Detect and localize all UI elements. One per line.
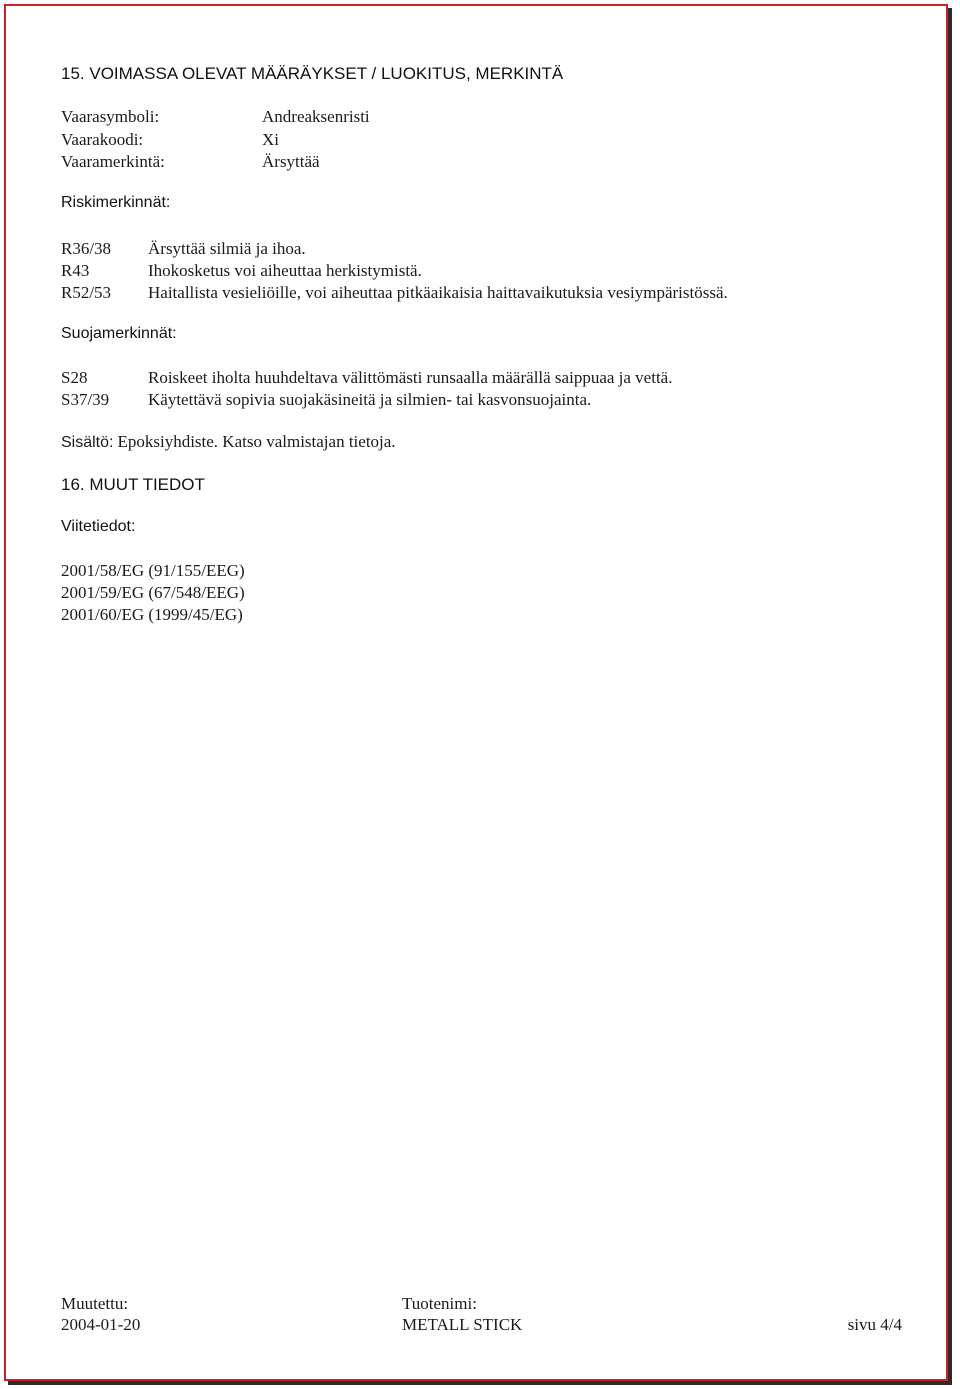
risk-text: Ärsyttää silmiä ja ihoa. xyxy=(148,239,306,258)
references-heading: Viitetiedot: xyxy=(61,518,136,535)
reference-item: 2001/58/EG (91/155/EEG) xyxy=(61,561,245,580)
hazard-mark-label: Vaaramerkintä: xyxy=(61,152,165,171)
safety-phrases-heading: Suojamerkinnät: xyxy=(61,325,177,342)
document-page xyxy=(4,4,948,1381)
footer-product-name: METALL STICK xyxy=(402,1315,523,1334)
risk-code: R52/53 xyxy=(61,283,112,302)
content-text: Epoksiyhdiste. Katso valmistajan tietoja. xyxy=(117,432,396,451)
safety-text: Roiskeet iholta huuhdeltava välittömästi runsaalla määrällä saippuaa ja vettä. xyxy=(148,368,673,387)
content-label: Sisältö: xyxy=(61,434,114,451)
safety-code: S37/39 xyxy=(61,390,110,409)
footer-product-label: Tuotenimi: xyxy=(402,1294,477,1313)
hazard-code-label: Vaarakoodi: xyxy=(61,130,144,149)
reference-item: 2001/60/EG (1999/45/EG) xyxy=(61,605,243,624)
risk-text: Haitallista vesieliöille, voi aiheuttaa pitkäaikaisia haittavaikutuksia vesiympäristössä. xyxy=(148,283,728,302)
footer-modified-label: Muutettu: xyxy=(61,1294,129,1313)
hazard-symbol-label: Vaarasymboli: xyxy=(61,107,160,126)
risk-phrases-heading: Riskimerkinnät: xyxy=(61,194,171,211)
reference-item: 2001/59/EG (67/548/EEG) xyxy=(61,583,245,602)
hazard-mark-value: Ärsyttää xyxy=(262,152,320,171)
safety-text: Käytettävä sopivia suojakäsineitä ja silmien- tai kasvonsuojainta. xyxy=(148,390,592,409)
hazard-symbol-value: Andreaksenristi xyxy=(262,107,370,126)
content-line xyxy=(61,432,396,452)
section-15-heading: 15. VOIMASSA OLEVAT MÄÄRÄYKSET / LUOKITUS, MERKINTÄ xyxy=(61,64,564,83)
section-16-heading: 16. MUUT TIEDOT xyxy=(61,475,205,494)
footer-page-number: sivu 4/4 xyxy=(847,1315,902,1334)
safety-code: S28 xyxy=(61,368,88,387)
footer-modified-date: 2004-01-20 xyxy=(61,1315,141,1334)
hazard-code-value: Xi xyxy=(262,130,279,149)
risk-code: R36/38 xyxy=(61,239,112,258)
risk-text: Ihokosketus voi aiheuttaa herkistymistä. xyxy=(148,261,422,280)
risk-code: R43 xyxy=(61,261,90,280)
